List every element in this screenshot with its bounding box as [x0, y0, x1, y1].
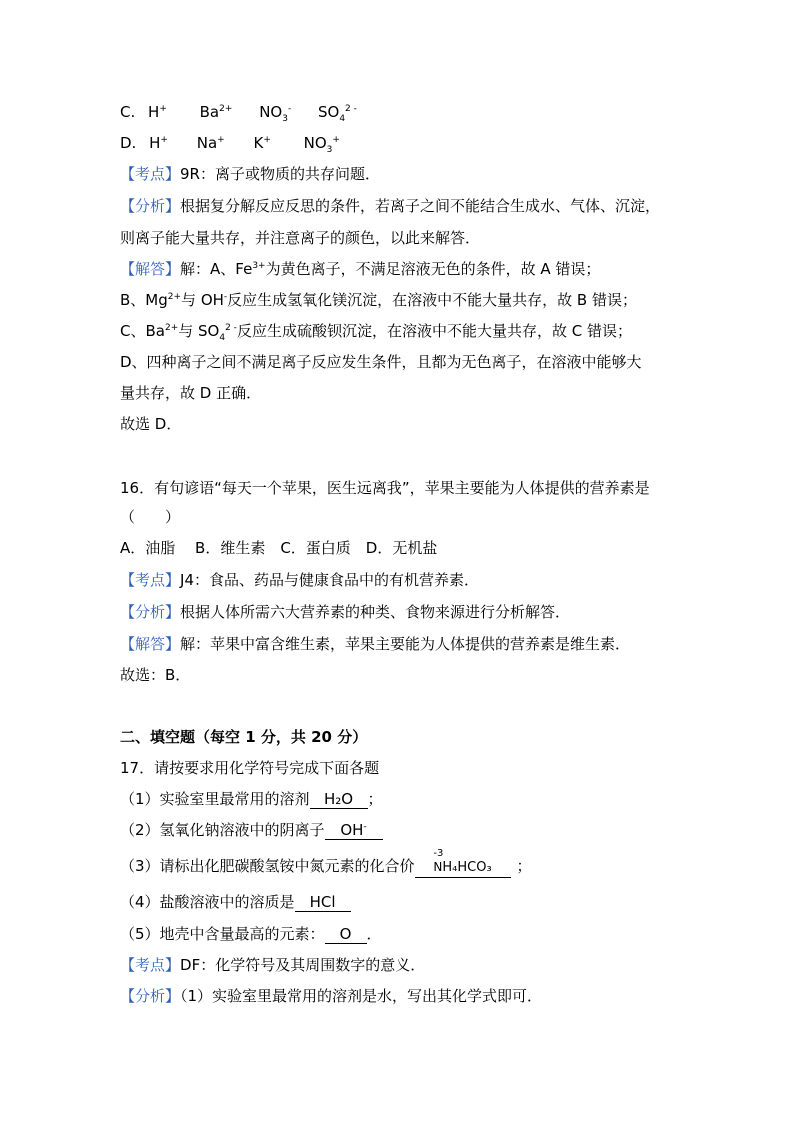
q15-fenxi: 【分析】根据复分解反应反思的条件，若离子之间不能结合生成水、气体、沉淀， [120, 197, 661, 215]
q16-stem: 16．有句谚语“每天一个苹果，医生远离我”，苹果主要能为人体提供的营养素是 [120, 479, 650, 497]
section-title: 二、填空题（每空 1 分，共 20 分） [120, 728, 368, 746]
q17-part4: （4）盐酸溶液中的溶质是 HCl [120, 892, 351, 912]
q16-fenxi: 【分析】根据人体所需六大营养素的种类、食物来源进行分析解答． [120, 603, 571, 621]
answer-blank: O [325, 925, 367, 944]
q15-kaodian: 【考点】9R：离子或物质的共存问题． [120, 165, 380, 183]
valence-n: -3 N [433, 848, 444, 874]
q17-stem: 17．请按要求用化学符号完成下面各题 [120, 759, 380, 777]
q15-choice: 故选 D． [120, 415, 182, 433]
answer-blank: OH- [325, 821, 383, 840]
q16-choice: 故选：B． [120, 666, 191, 684]
answer-blank: HCl [295, 893, 351, 912]
ion: Na [196, 134, 218, 152]
q17-fenxi: 【分析】（1）实验室里最常用的溶剂是水，写出其化学式即可． [120, 987, 543, 1005]
q16-jieda: 【解答】解：苹果中富含维生素，苹果主要能为人体提供的营养素是维生素． [120, 635, 631, 653]
q15-jieda-d: D、四种离子之间不满足离子反应发生条件，且都为无色离子，在溶液中能够大 [120, 353, 642, 371]
ion: Ba [199, 103, 220, 121]
q15-fenxi-cont: 则离子能大量共存，并注意离子的颜色，以此来解答． [120, 229, 481, 247]
q17-part2: （2）氢氧化钠溶液中的阴离子 OH- [120, 820, 383, 840]
ion: K [253, 134, 264, 152]
ion: H [149, 134, 161, 152]
q16-options: A．油脂 B．维生素 C．蛋白质 D．无机盐 [120, 539, 438, 557]
ion: NO [259, 103, 283, 121]
q15-jieda-d-cont: 量共存，故 D 正确． [120, 384, 262, 402]
q17-part1: （1）实验室里最常用的溶剂 H₂O ； [120, 790, 383, 808]
answer-blank: -3 NH₄HCO₃ [415, 857, 511, 878]
ion: H [148, 103, 160, 121]
option-c: C. H+ $Ba^{2+}$ $NO_3^-$ $SO_4^{2 -}$ [120, 103, 357, 124]
q15-jieda-c: C、$Ba^{2+}$与 $SO_4^{2 -}$反应生成硫酸钡沉淀，在溶液中不能大量共存，故 C 错误； [120, 322, 632, 343]
option-d: D. H+ Na+ K+ $NO_3^+$ [120, 134, 340, 155]
answer-blank: H₂O [310, 790, 368, 809]
ion: SO [317, 103, 340, 121]
q15-jieda-b: B、$Mg^{2+}$与 OH-反应生成氢氧化镁沉淀，在溶液中不能大量共存，故 B 错误； [120, 291, 637, 309]
q17-part5: （5）地壳中含量最高的元素： O ． [120, 925, 382, 943]
q16-stem-paren: （ ） [120, 508, 181, 526]
q16-kaodian: 【考点】J4：食品、药品与健康食品中的有机营养素． [120, 571, 479, 589]
q15-jieda: 【解答】解：A、$Fe^{3+}$为黄色离子，不满足溶液无色的条件，故 A 错误； [120, 260, 601, 278]
ion: NO [303, 134, 327, 152]
q17-part3: （3）请标出化肥碳酸氢铵中氮元素的化合价 -3 NH₄HCO₃ ； [120, 856, 532, 878]
q17-kaodian: 【考点】DF：化学符号及其周围数字的意义． [120, 956, 426, 974]
